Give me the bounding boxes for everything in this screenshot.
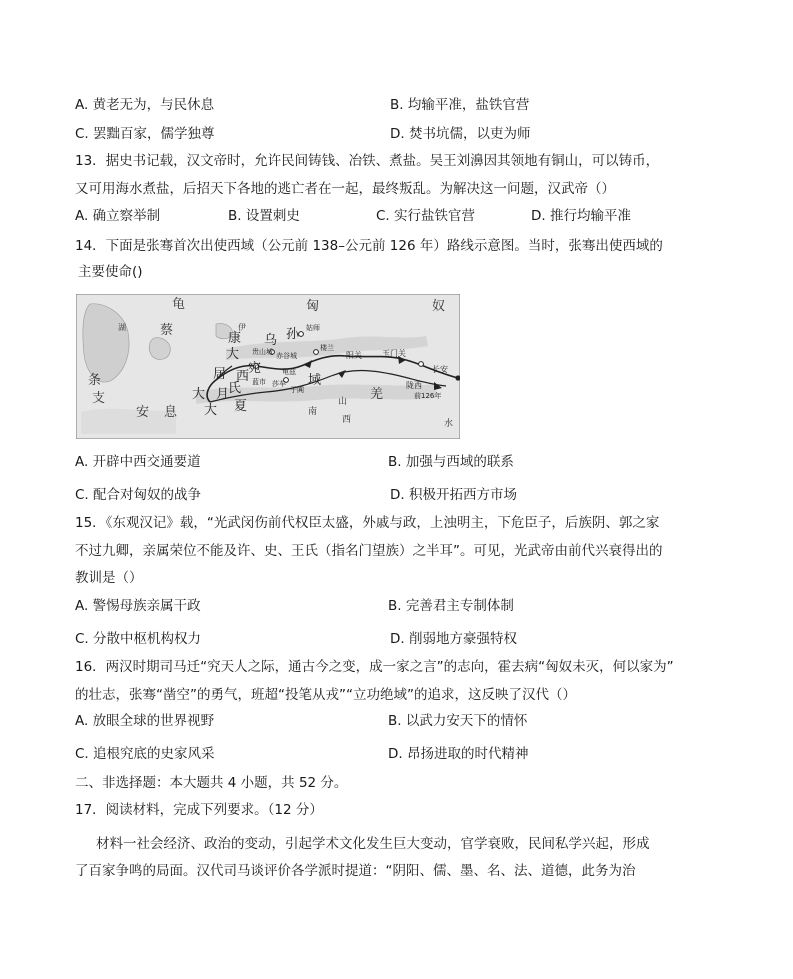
q14-option-b: B. 加强与西域的联系 — [388, 454, 514, 470]
q15-stem-line2: 不过九卿，亲属荣位不能及许、史、王氏（指名门望族）之半耳”。可见，光武帝由前代兴衰得出的 — [75, 543, 663, 559]
q13-stem-line2: 又可用海水煮盐，后招天下各地的逃亡者在一起，最终叛乱。为解决这一问题，汉武帝（） — [75, 181, 615, 197]
map-label-wu: 乌 — [264, 333, 278, 348]
map-label-longxi: 陇西 — [406, 381, 422, 390]
q12-option-a: A. 黄老无为，与民休息 — [75, 97, 215, 113]
map-label-shan: 山 — [338, 397, 348, 407]
map-label-xi: 西 — [236, 369, 250, 384]
map-label-xiong: 匈 — [306, 299, 320, 314]
q14-option-d: D. 积极开拓西方市场 — [390, 487, 517, 503]
q12-option-d: D. 焚书坑儒，以吏为师 — [390, 126, 531, 142]
zhang-qian-route-map — [76, 294, 460, 439]
material-line1: 材料一社会经济、政治的变动，引起学术文化发生巨大变动，官学衰败，民间私学兴起，形成 — [96, 836, 650, 852]
map-label-nu: 奴 — [432, 299, 446, 314]
map-label-yu: 域 — [308, 373, 322, 388]
map-label-da1: 大 — [226, 347, 240, 362]
q15-stem-line3: 教训是（） — [75, 570, 143, 586]
map-label-xi2: 息 — [164, 405, 178, 420]
map-label-hu: 湖 — [118, 323, 126, 332]
map-label-da3: 大 — [204, 403, 218, 418]
q16-option-d: D. 昂扬进取的时代精神 — [388, 746, 529, 762]
map-label-tiao: 条 — [88, 373, 102, 388]
q13-option-c: C. 实行盐铁官营 — [376, 208, 476, 224]
q16-stem-line2: 的壮志，张骞“凿空”的勇气，班超“投笔从戎”“立功绝域”的追求，这反映了汉代（） — [75, 687, 576, 703]
material-line2: 了百家争鸣的局面。汉代司马谈评价各学派时提道：“阴阳、儒、墨、名、法、道德，此务为治 — [75, 863, 636, 879]
map-label-ju: 居 — [213, 367, 227, 382]
q17-title: 17．阅读材料，完成下列要求。（12 分） — [75, 802, 323, 818]
q14-stem-line2: 主要使命() — [78, 264, 143, 280]
map-label-gushi: 姑师 — [306, 324, 320, 332]
map-label-an: 安 — [136, 405, 150, 420]
map-label-yumenguan: 玉门关 — [382, 349, 406, 358]
map-label-shi: 氏 — [228, 381, 242, 396]
map-label-yue: 月 — [216, 387, 230, 402]
map-label-yi: 伊 — [238, 323, 246, 332]
map-label-zhi: 支 — [92, 391, 106, 406]
map-label-nan: 南 — [308, 407, 318, 417]
q16-option-c: C. 追根究底的史家风采 — [75, 746, 215, 762]
q14-stem-line1: 14．下面是张骞首次出使西域（公元前 138–公元前 126 年）路线示意图。当时，张骞出使西域的 — [75, 238, 663, 254]
map-label-yutian: 于阗 — [290, 386, 304, 394]
q15-option-d: D. 削弱地方豪强特权 — [390, 631, 517, 647]
map-label-lanzhou: 蓝市 — [252, 378, 266, 386]
q15-option-a: A. 警惕母族亲属干政 — [75, 598, 201, 614]
map-label-sun: 孙 — [286, 327, 300, 342]
q16-stem-line1: 16．两汉时期司马迁“究天人之际，通古今之变，成一家之言”的志向，霍去病“匈奴未灭，何以家为” — [75, 659, 674, 675]
q15-option-b: B. 完善君主专制体制 — [388, 598, 514, 614]
section2-heading: 二、非选择题：本大题共 4 小题，共 52 分。 — [75, 775, 348, 791]
map-label-chigu: 赤谷城 — [276, 352, 297, 360]
map-label-loulan: 楼兰 — [320, 344, 334, 352]
q13-option-b: B. 设置刺史 — [228, 208, 300, 224]
map-label-wan: 宛 — [248, 361, 262, 376]
q14-option-a: A. 开辟中西交通要道 — [75, 454, 201, 470]
map-label-year: 前126年 — [414, 392, 442, 400]
map-label-xia: 夏 — [234, 399, 248, 414]
map-label-changan: 长安 — [432, 365, 448, 374]
map-label-da2: 大 — [192, 387, 206, 402]
q14-option-c: C. 配合对匈奴的战争 — [75, 487, 202, 503]
q12-option-c: C. 罢黜百家，儒学独尊 — [75, 126, 215, 142]
map-label-shui: 水 — [444, 419, 454, 429]
map-label-yangguan: 阳关 — [346, 351, 362, 360]
map-label-shache: 莎车 — [272, 380, 286, 388]
map-label-qiuci: 龟兹 — [282, 368, 296, 376]
q13-option-a: A. 确立察举制 — [75, 208, 161, 224]
q16-option-a: A. 放眼全球的世界视野 — [75, 713, 215, 729]
map-label-qiang: 羌 — [370, 387, 384, 402]
map-label-guishan: 贵山城 — [252, 348, 273, 356]
q16-option-b: B. 以武力安天下的情怀 — [388, 713, 528, 729]
q15-stem-line1: 15．《东观汉记》载，“光武闵伤前代权臣太盛，外戚与政，上浊明主，下危臣子，后族阴、郭之家 — [75, 515, 660, 531]
map-label-zi: 蔡 — [160, 323, 174, 338]
q15-option-c: C. 分散中枢机构权力 — [75, 631, 202, 647]
map-label-kang: 康 — [228, 331, 242, 346]
q13-stem-line1: 13．据史书记载，汉文帝时，允许民间铸钱、冶铁、煮盐。吴王刘濞因其领地有铜山，可以铸币， — [75, 153, 660, 169]
map-label-kui: 龟 — [172, 297, 186, 312]
q13-option-d: D. 推行均输平准 — [531, 208, 631, 224]
map-label-xi3: 西 — [342, 415, 352, 425]
q12-option-b: B. 均输平准，盐铁官营 — [390, 97, 530, 113]
